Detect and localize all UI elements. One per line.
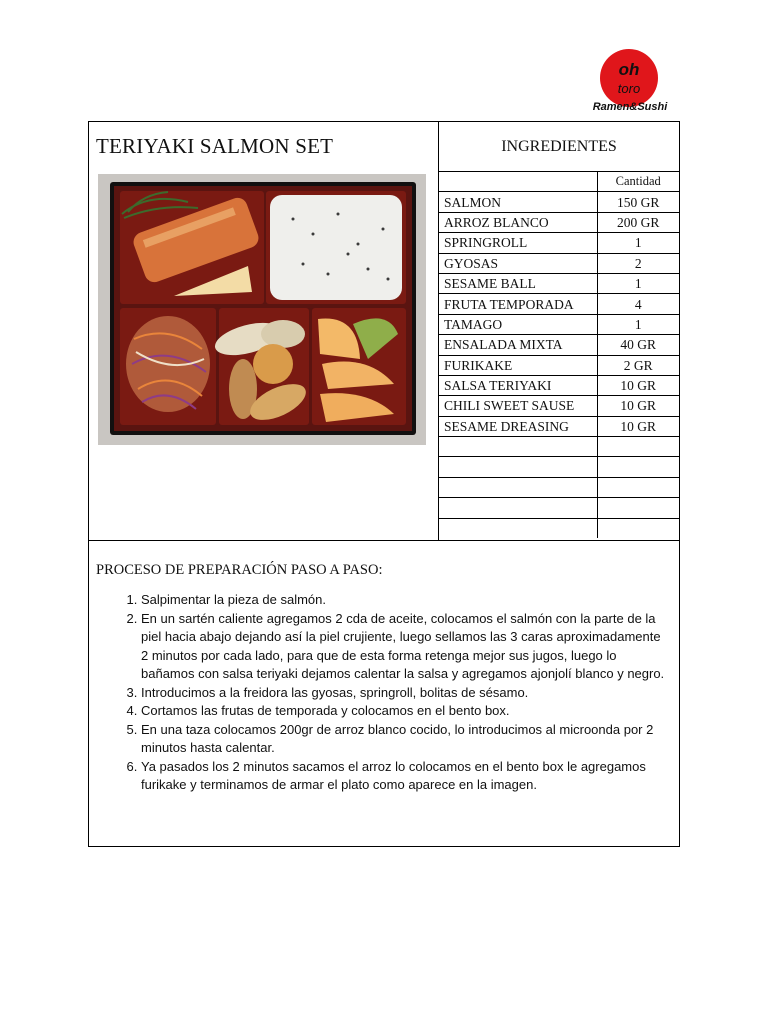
preparation-step: 4. Cortamos las frutas de temporada y colocamos en el bento box. [141,702,669,721]
ingredient-quantity [597,518,679,538]
preparation-step: 5. En una taza colocamos 200gr de arroz blanco cocido, lo introducimos al microonda por 2 minutos hasta calentar. [141,721,669,758]
ingredient-row [439,273,679,293]
quantity-header: Cantidad [597,172,679,192]
ingredient-name [439,437,597,457]
logo-text-bottom: Ramen&Sushi [592,101,668,113]
ingredient-row [439,212,679,232]
ingredient-row [439,314,679,334]
ingredient-name: FRUTA TEMPORADA [439,294,597,314]
ingredients-header-row [439,172,679,192]
ingredient-name: FURIKAKE [439,355,597,375]
ingredient-name [439,518,597,538]
ingredient-quantity: 40 GR [597,335,679,355]
ingredient-name: ENSALADA MIXTA [439,335,597,355]
ingredient-row [439,477,679,497]
recipe-top-section [89,122,679,541]
title-cell [89,122,439,172]
photo-cell [89,172,439,540]
ingredient-name: SPRINGROLL [439,233,597,253]
ingredient-name [439,457,597,477]
ingredient-row [439,253,679,273]
ingredient-quantity: 1 [597,233,679,253]
ingredient-row [439,396,679,416]
ingredient-quantity: 200 GR [597,212,679,232]
ingredient-quantity: 1 [597,273,679,293]
ingredient-name: SESAME DREASING [439,416,597,436]
recipe-sheet [88,121,680,847]
ingredient-row [439,233,679,253]
ingredient-quantity [597,498,679,518]
preparation-step: 6. Ya pasados los 2 minutos sacamos el arroz lo colocamos en el bento box le agregamos furikake y terminamos de armar el plato como aparece en la imagen. [141,758,669,795]
preparation-section [89,541,679,846]
ingredient-row [439,355,679,375]
ingredient-row [439,192,679,212]
ingredient-name: CHILI SWEET SAUSE [439,396,597,416]
ingredient-name: SALSA TERIYAKI [439,375,597,395]
ingredient-quantity [597,457,679,477]
ingredient-quantity: 2 GR [597,355,679,375]
ingredient-quantity: 10 GR [597,375,679,395]
ingredient-quantity [597,477,679,497]
ingredient-quantity: 1 [597,314,679,334]
ingredient-name: SESAME BALL [439,273,597,293]
ingredient-name-header [439,172,597,192]
ingredient-row [439,518,679,538]
recipe-title: TERIYAKI SALMON SET [96,134,334,158]
ingredient-quantity: 150 GR [597,192,679,212]
ingredients-heading: INGREDIENTES [439,122,679,172]
bento-box-photo [98,174,426,445]
ingredients-table [439,172,679,538]
ingredient-name: SALMON [439,192,597,212]
logo-text-top: oh [618,60,640,79]
ingredient-row [439,294,679,314]
preparation-step: 1. Salpimentar la pieza de salmón. [141,591,669,610]
ingredient-name [439,498,597,518]
ingredient-row [439,375,679,395]
ingredient-row [439,498,679,518]
ingredient-row [439,335,679,355]
brand-logo [588,48,678,114]
preparation-title: PROCESO DE PREPARACIÓN PASO A PASO: [96,562,383,578]
ingredient-name: GYOSAS [439,253,597,273]
ingredient-name: TAMAGO [439,314,597,334]
ingredient-row [439,416,679,436]
logo-text-mid: toro [617,81,641,96]
ingredient-quantity: 2 [597,253,679,273]
preparation-steps [89,591,669,795]
ingredient-name [439,477,597,497]
ingredient-quantity: 10 GR [597,396,679,416]
ingredient-row [439,457,679,477]
ingredient-name: ARROZ BLANCO [439,212,597,232]
ingredient-row [439,437,679,457]
ingredient-quantity [597,437,679,457]
ingredient-quantity: 10 GR [597,416,679,436]
preparation-step: 2. En un sartén caliente agregamos 2 cda de aceite, colocamos el salmón con la parte de la piel hacia abajo dejando así la piel crujiente, luego sellamos las 3 caras aproximadamente 2 minutos por cada lado, para que de esta forma retenga mejor sus jugos, luego lo bañamos con salsa teriyaki dejamos calentar la salsa y agregamos ajonjolí blanco y negro. [141,610,669,684]
ingredient-quantity: 4 [597,294,679,314]
preparation-step: 3. Introducimos a la freidora las gyosas, springroll, bolitas de sésamo. [141,684,669,703]
